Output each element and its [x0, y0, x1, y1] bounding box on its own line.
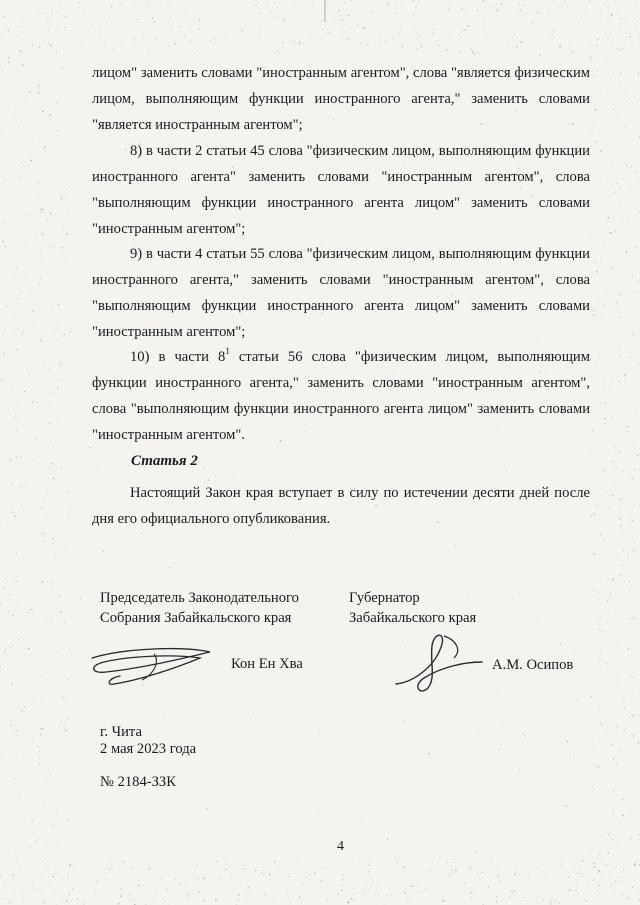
- left-signatory-title: [100, 588, 299, 628]
- item10-prefix: 10) в части 8: [130, 349, 226, 365]
- paragraph-item-8: 8) в части 2 статьи 45 слова "физическим лицом, выполняющим функции иностранного агента" заменить словами "иностранным агентом", слова "выполняющим функции иностранного агента лицом" заменить словами "иностранным агентом";: [92, 143, 590, 237]
- item10-superscript: 1: [225, 346, 230, 356]
- item10-rest: статьи 56 слова "физическим лицом, выполняющим функции иностранного агента," заменить словами "иностранным агентом", слова "выполняющим функции иностранного агента лицом" заменить словами "иностранным агентом".: [92, 349, 590, 443]
- left-signatory-name: Кон Ен Хва: [231, 656, 303, 672]
- left-title-line2: Собрания Забайкальского края: [100, 610, 292, 626]
- right-signatory-title: [349, 588, 476, 628]
- left-signature-image: [84, 628, 216, 696]
- article-2-text: Настоящий Закон края вступает в силу по истечении десяти дней после дня его официального опубликования.: [92, 485, 590, 527]
- right-signature-image: [390, 626, 494, 700]
- page-number: 4: [337, 839, 344, 854]
- paragraph-item-9: 9) в части 4 статьи 55 слова "физическим лицом, выполняющим функции иностранного агента," заменить словами "иностранным агентом", слова "выполняющим функции иностранного агента лицом" заменить словами "иностранным агентом";: [92, 246, 590, 340]
- article-heading: Статья 2: [131, 453, 198, 469]
- right-signatory-name: А.М. Осипов: [492, 657, 574, 673]
- footer-law-number: № 2184-ЗЗК: [100, 774, 176, 790]
- right-title-line1: Губернатор: [349, 590, 420, 606]
- paragraph-continuation: лицом" заменить словами "иностранным агентом", слова "является физическим лицом, выполняющим функции иностранного агента," заменить словами "является иностранным агентом";: [92, 65, 590, 133]
- paragraph-item-10: [92, 344, 590, 448]
- right-title-line2: Забайкальского края: [349, 610, 477, 626]
- footer-date: 2 мая 2023 года: [100, 741, 197, 757]
- left-title-line1: Председатель Законодательного: [100, 590, 299, 606]
- footer-city: г. Чита: [100, 724, 142, 740]
